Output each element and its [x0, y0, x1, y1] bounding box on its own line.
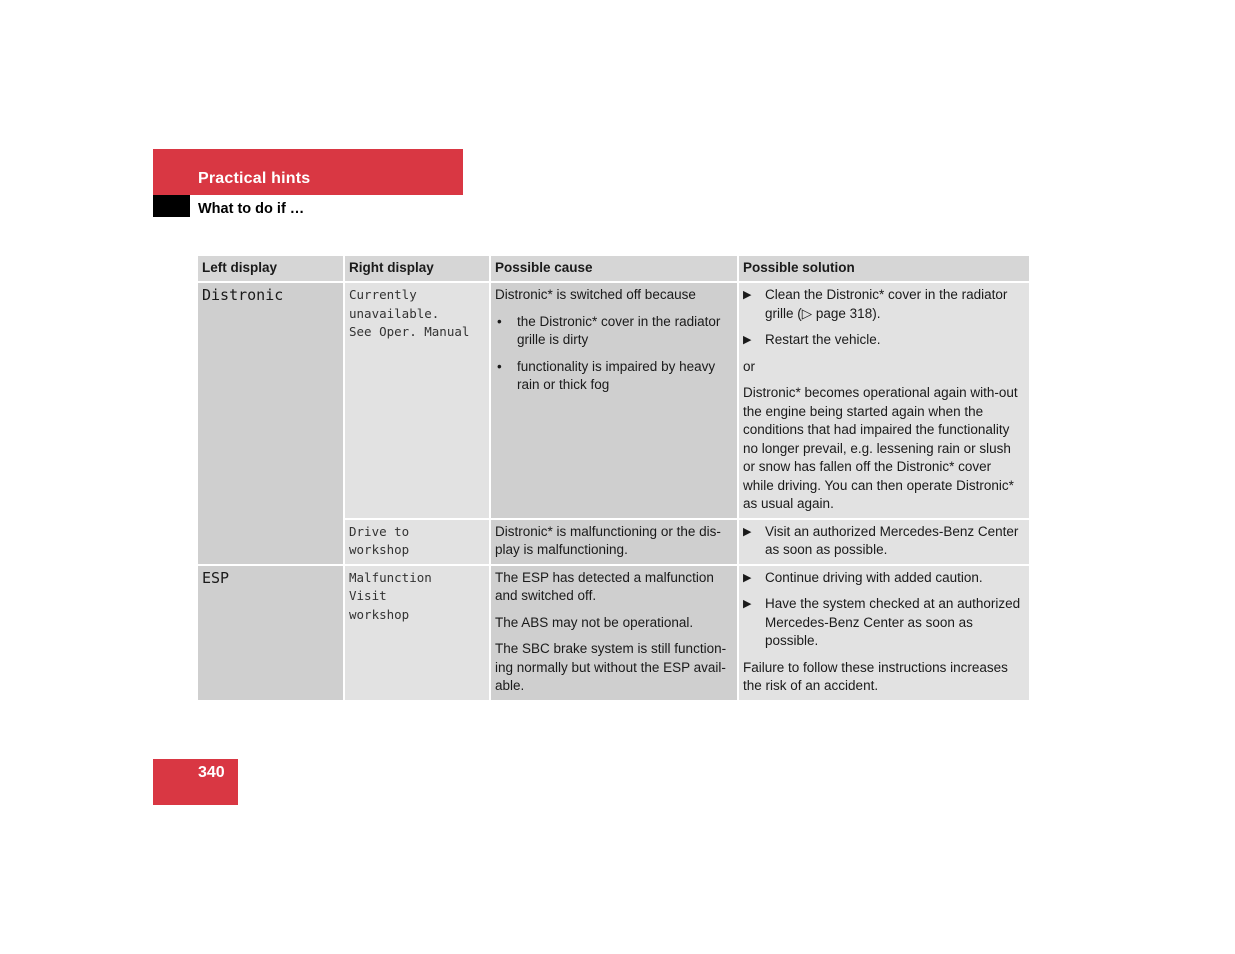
- list-item: [495, 358, 733, 395]
- right-display-line: Currently: [349, 287, 417, 302]
- possible-solution-cell: [738, 565, 1029, 701]
- cause-text: Distronic* is malfunctioning or the dis-play is malfunctioning.: [495, 523, 721, 557]
- solution-step-text: Have the system checked at an authorized Mercedes-Benz Center as soon as possible.: [765, 596, 1021, 648]
- right-display-line: workshop: [349, 606, 410, 622]
- right-display-line: unavailable.: [349, 305, 440, 321]
- table-row: [198, 282, 1029, 519]
- solution-step: [743, 595, 1025, 651]
- left-display-cell: [198, 565, 344, 701]
- page-number-band: [153, 759, 238, 805]
- left-display-text: ESP: [202, 568, 230, 587]
- table-header-row: [198, 256, 1029, 282]
- possible-solution-cell: [738, 519, 1029, 565]
- bullet-icon: •: [497, 358, 502, 374]
- column-header-possible-cause: Possible cause: [490, 256, 738, 282]
- list-item-text: functionality is impaired by heavy rain or thick fog: [517, 358, 716, 392]
- right-display-line: workshop: [349, 542, 410, 557]
- column-header-right-display: Right display: [344, 256, 490, 282]
- solution-or: or: [743, 358, 756, 374]
- bullet-icon: •: [497, 313, 502, 329]
- right-display-cell: [344, 565, 490, 701]
- right-display-text: [349, 569, 485, 625]
- solution-step: [743, 523, 1025, 560]
- solution-step-text: Restart the vehicle.: [765, 332, 881, 347]
- subsection-marker: [153, 195, 190, 217]
- list-item: [495, 313, 733, 350]
- solution-note: Failure to follow these instructions increases the risk of an accident.: [743, 659, 1008, 693]
- right-display-line: Drive to: [349, 523, 410, 539]
- right-display-cell: [344, 519, 490, 565]
- page-number: 340: [198, 764, 225, 781]
- solution-step: [743, 331, 1025, 350]
- right-display-line: Visit: [349, 588, 387, 603]
- solution-step: [743, 286, 1025, 323]
- column-header-possible-solution: Possible solution: [738, 256, 1029, 282]
- list-item-text: the Distronic* cover in the radiator grille is dirty: [517, 313, 721, 347]
- play-arrow-icon: ▶: [743, 571, 752, 584]
- solution-step-text: Visit an authorized Mercedes-Benz Center as soon as possible.: [765, 523, 1019, 557]
- play-arrow-icon: ▶: [743, 334, 752, 346]
- possible-cause-cell: [490, 565, 738, 701]
- left-display-text: Distronic: [202, 286, 284, 304]
- cause-text: The SBC brake system is still function-ing normally but without the ESP avail-able.: [495, 641, 727, 693]
- possible-solution-cell: [738, 282, 1029, 519]
- play-arrow-icon: ▶: [743, 598, 752, 610]
- cause-text: The ESP has detected a malfunction and switched off.: [495, 569, 714, 603]
- solution-step-text: Clean the Distronic* cover in the radiator grille (▷ page 318).: [765, 287, 1008, 321]
- troubleshooting-table: [198, 256, 1029, 702]
- right-display-text: [349, 523, 485, 560]
- play-arrow-icon: ▶: [743, 525, 752, 538]
- cause-list: [495, 313, 733, 395]
- column-header-left-display: Left display: [198, 256, 344, 282]
- solution-note: Distronic* becomes operational again with-out the engine being started again when the conditions that had impaired the functionality no longer prevail, e.g. lessening rain or slush or snow has fallen off the Distronic* cover while driving. You can then operate Distronic* as usual again.: [743, 385, 1018, 511]
- solution-step-text: Continue driving with added caution.: [765, 569, 983, 585]
- possible-cause-cell: [490, 282, 738, 519]
- table-row: [198, 565, 1029, 701]
- left-display-cell: [198, 282, 344, 565]
- section-title: Practical hints: [198, 170, 311, 187]
- right-display-line: Malfunction: [349, 569, 432, 585]
- solution-step: [743, 569, 1025, 588]
- possible-cause-cell: [490, 519, 738, 565]
- cause-intro: Distronic* is switched off because: [495, 287, 696, 302]
- cause-text: The ABS may not be operational.: [495, 614, 694, 630]
- right-display-text: [349, 286, 485, 342]
- right-display-line: See Oper. Manual: [349, 324, 470, 339]
- subsection-title: What to do if …: [198, 201, 305, 217]
- play-arrow-icon: ▶: [743, 289, 752, 301]
- right-display-cell: [344, 282, 490, 519]
